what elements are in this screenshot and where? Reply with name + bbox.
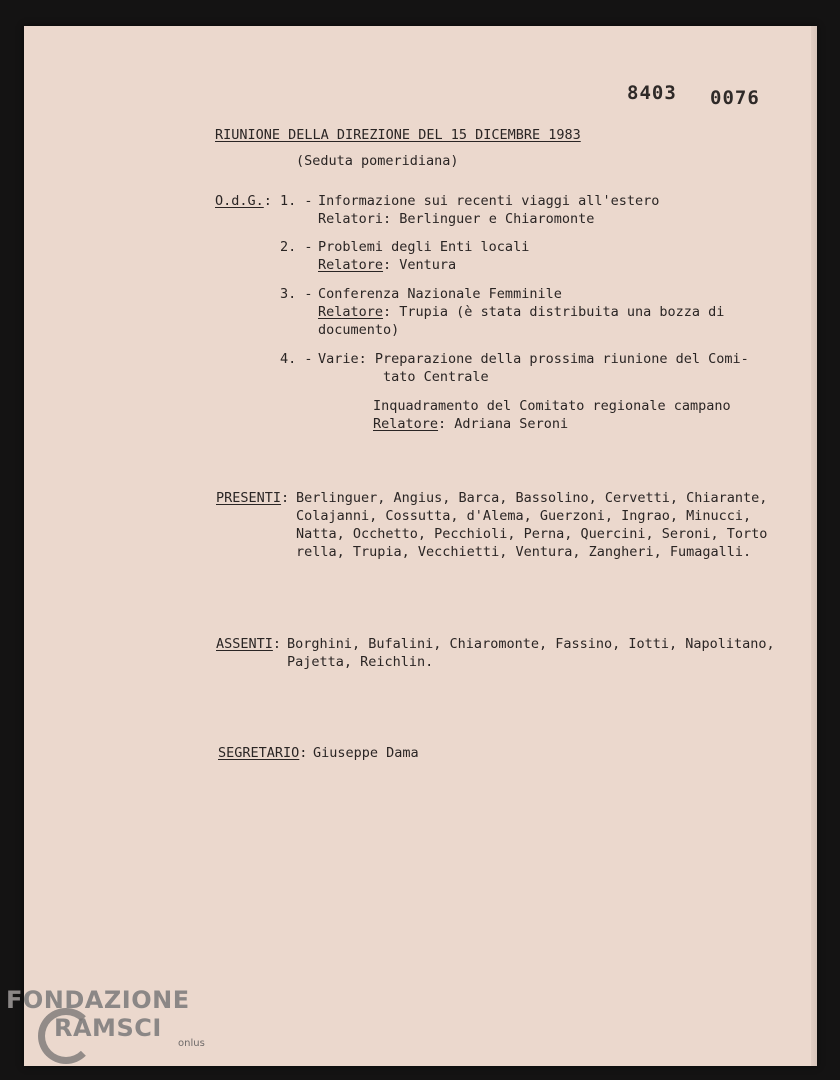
odg-item-2-text: Problemi degli Enti locali bbox=[318, 239, 530, 255]
presenti-label: PRESENTI: bbox=[216, 490, 290, 506]
odg-item-4-number: 4. - bbox=[280, 351, 313, 367]
segretario-name: Giuseppe Dama bbox=[313, 745, 419, 761]
relatore-name: : Ventura bbox=[383, 257, 457, 273]
odg-item-3-text: Conferenza Nazionale Femminile bbox=[318, 286, 562, 302]
odg-label: O.d.G.: bbox=[215, 193, 272, 209]
odg-item-4-text-cont: tato Centrale bbox=[383, 369, 489, 385]
odg-item-3-relatore bbox=[318, 303, 724, 321]
odg-item-4-text: Varie: Preparazione della prossima riunione del Comi- bbox=[318, 351, 749, 367]
logo-line-1: FONDAZIONE bbox=[6, 986, 190, 1014]
odg-item-2-number: 2. - bbox=[280, 239, 313, 255]
relatore-name: : Adriana Seroni bbox=[438, 416, 569, 432]
document-subtitle: (Seduta pomeridiana) bbox=[296, 153, 459, 169]
odg-item-1-number: 1. - bbox=[280, 193, 313, 209]
presenti-line-3: Natta, Occhetto, Pecchioli, Perna, Quercini, Seroni, Torto bbox=[296, 526, 768, 542]
archive-number-right: 0076 bbox=[710, 87, 760, 109]
relatore-name: : Trupia (è stata distribuita una bozza di bbox=[383, 304, 725, 320]
relatore-label: Relatore bbox=[373, 416, 439, 432]
odg-item-4-relatore bbox=[373, 415, 568, 433]
odg-item-3-relatore-cont: documento) bbox=[318, 322, 400, 338]
odg-label-text: O.d.G. bbox=[215, 193, 264, 209]
presenti-line-2: Colajanni, Cossutta, d'Alema, Guerzoni, Ingrao, Minucci, bbox=[296, 508, 752, 524]
odg-item-1-text: Informazione sui recenti viaggi all'estero bbox=[318, 193, 660, 209]
page-edge bbox=[811, 26, 817, 1066]
document-title: RIUNIONE DELLA DIREZIONE DEL 15 DICEMBRE 1983 bbox=[215, 127, 581, 143]
assenti-label: ASSENTI: bbox=[216, 636, 282, 652]
odg-item-2-relatore bbox=[318, 256, 456, 274]
archive-number-left: 8403 bbox=[627, 82, 677, 104]
logo-g-mark bbox=[38, 1008, 94, 1064]
presenti-line-1: Berlinguer, Angius, Barca, Bassolino, Cervetti, Chiarante, bbox=[296, 490, 768, 506]
relatori-names: : Berlinguer e Chiaromonte bbox=[383, 211, 595, 227]
relatore-label: Relatore bbox=[318, 304, 384, 320]
assenti-line-1: Borghini, Bufalini, Chiaromonte, Fassino, Iotti, Napolitano, bbox=[287, 636, 775, 652]
segretario-label-text: SEGRETARIO bbox=[218, 745, 300, 761]
relatori-label: Relatori bbox=[318, 211, 384, 227]
segretario-label: SEGRETARIO: bbox=[218, 745, 308, 761]
logo-line-2: RAMSCI bbox=[54, 1014, 162, 1042]
odg-item-3-number: 3. - bbox=[280, 286, 313, 302]
presenti-label-text: PRESENTI bbox=[216, 490, 282, 506]
presenti-line-4: rella, Trupia, Vecchietti, Ventura, Zangheri, Fumagalli. bbox=[296, 544, 752, 560]
odg-item-4-subitem: Inquadramento del Comitato regionale campano bbox=[373, 398, 731, 414]
assenti-line-2: Pajetta, Reichlin. bbox=[287, 654, 434, 670]
odg-item-1-relatori bbox=[318, 210, 594, 228]
relatore-label: Relatore bbox=[318, 257, 384, 273]
fondazione-gramsci-logo bbox=[6, 986, 205, 1049]
logo-line-3: onlus bbox=[178, 1038, 205, 1049]
assenti-label-text: ASSENTI bbox=[216, 636, 273, 652]
